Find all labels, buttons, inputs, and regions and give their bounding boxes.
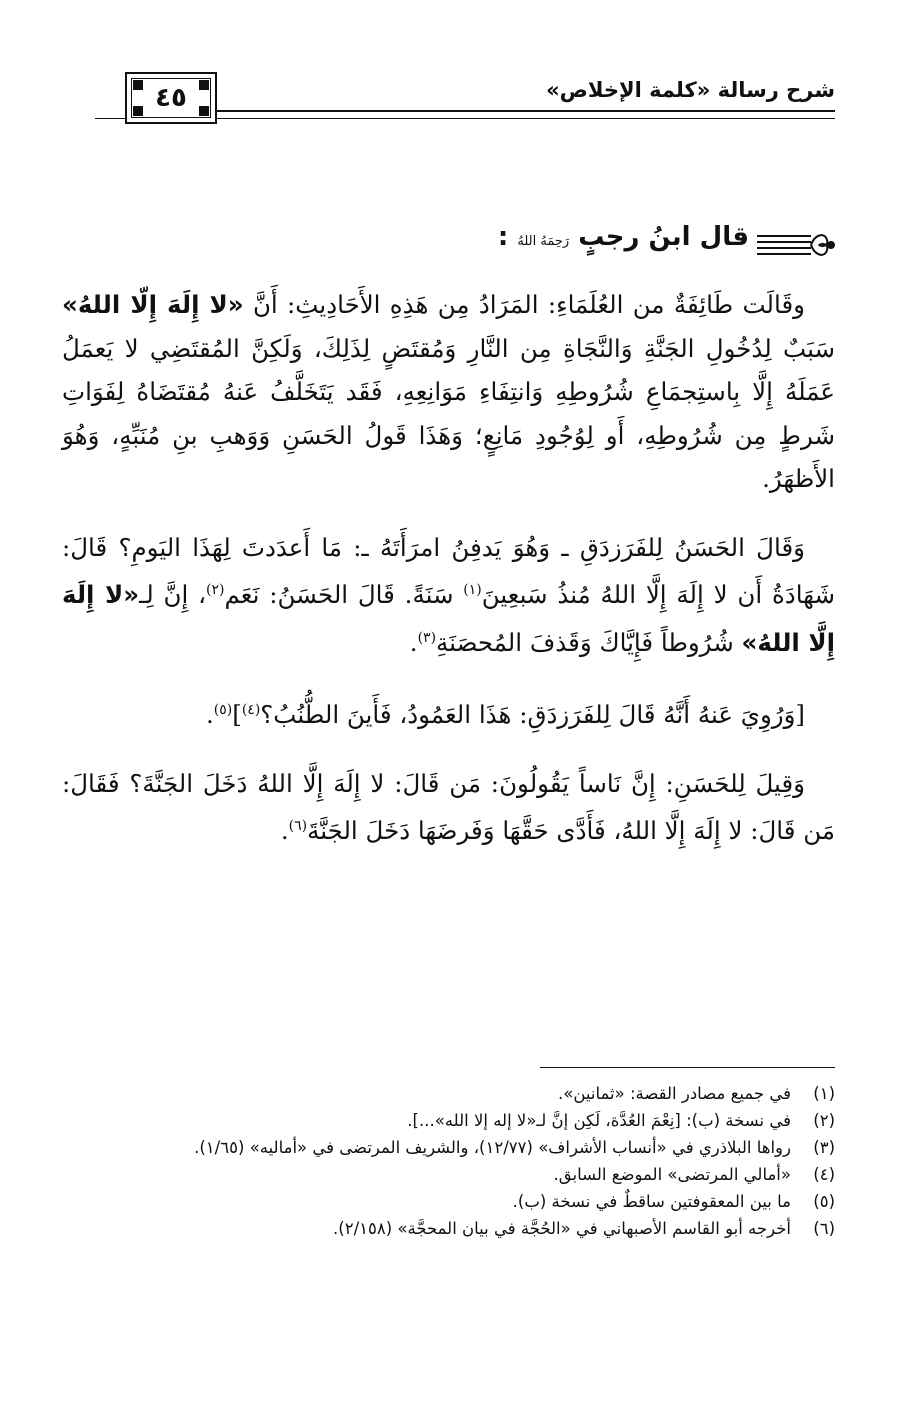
footnote-item — [62, 1134, 835, 1161]
paragraph-1 — [62, 283, 835, 501]
footnote-ref[interactable]: (٢) — [206, 582, 225, 598]
text-run: ] — [232, 700, 242, 730]
footnote-item — [62, 1188, 835, 1215]
paragraph-3 — [62, 689, 835, 737]
section-title-text: قال ابنُ رجبٍ — [578, 222, 749, 252]
header-rule — [217, 110, 835, 112]
footnote-number: (١) — [813, 1084, 835, 1103]
text-run: [وَرُوِيَ عَنهُ أَنَّهُ قَالَ لِلفَرَزدَقِ: هَذَا العَمُودُ، فَأَينَ الطُّنُبُ؟ — [260, 700, 805, 730]
paragraph-2 — [62, 526, 835, 665]
text-run: وقَالَت طَائِفَةٌ من العُلَمَاءِ: المَرَادُ مِن هَذِهِ الأَحَادِيثِ: أَنَّ — [243, 290, 805, 319]
footnote-ref[interactable]: (٤) — [241, 702, 261, 719]
footnote-number: (٥) — [813, 1192, 835, 1211]
footnote-ref[interactable]: (١) — [463, 582, 482, 598]
text-run: . — [206, 700, 214, 730]
footnote-number: (٦) — [813, 1219, 835, 1238]
heading-ornament-icon — [755, 226, 835, 266]
footnote-ref[interactable]: (٥) — [213, 702, 233, 719]
ornament-corner — [133, 80, 143, 90]
footnote-item — [62, 1107, 835, 1134]
bold-phrase: «لا إِلَهَ إِلَّا اللهُ» — [62, 580, 835, 657]
footnote-number: (٤) — [813, 1165, 835, 1184]
footnote-ref[interactable]: (٣) — [417, 629, 437, 646]
honorific: رَحِمَهُ اللهُ — [517, 234, 570, 249]
footnote-item — [62, 1080, 835, 1107]
main-text — [62, 283, 835, 878]
page-number-frame — [125, 72, 217, 124]
footnote-text: في نسخة (ب): [نِعْمَ العُدَّة، لَكِن إنَّ لـ«لا إله إلا الله»...]. — [407, 1111, 791, 1130]
text-run: شُرُوطاً فَإِيَّاكَ وَقَذفَ المُحصَنَةِ — [436, 627, 742, 657]
ornament-corner — [199, 80, 209, 90]
running-title: شرح رسالة «كلمة الإخلاص» — [546, 78, 835, 102]
text-run: . — [280, 816, 289, 846]
footnote-item — [62, 1161, 835, 1188]
footnote-text: «أمالي المرتضى» الموضع السابق. — [553, 1165, 791, 1184]
footnote-separator — [540, 1067, 835, 1068]
footnote-text: رواها البلاذري في «أنساب الأشراف» (١٢/٧٧)، والشريف المرتضى في «أماليه» (١/٦٥). — [194, 1138, 791, 1157]
paragraph-4 — [62, 762, 835, 853]
text-run: ، إِنَّ لِـ — [139, 580, 207, 610]
text-run: وَقَالَ الحَسَنُ لِلفَرَزدَقِ ـ وَهُوَ يَدفِنُ امرَأَتَهُ ـ: مَا أَعدَدتَ لِهَذَا اليَومِ؟ قَالَ: شَهَادَةُ أَن لا إِلَهَ إِلَّا اللهُ مُنذُ سَبعِينَ — [62, 532, 836, 610]
footnote-text: في جميع مصادر القصة: «ثمانين». — [557, 1084, 791, 1103]
footnote-number: (٢) — [813, 1111, 835, 1130]
section-heading — [370, 222, 835, 272]
text-run: وَقِيلَ لِلحَسَنِ: إِنَّ نَاساً يَقُولُونَ: مَن قَالَ: لا إِلَهَ إِلَّا اللهُ دَخَلَ الجَنَّةَ؟ فَقَالَ: مَن قَالَ: لا إِلَهَ إِلَّا اللهُ، فَأَدَّى حَقَّهَا وَفَرضَهَا دَخَلَ الجَنَّةَ — [62, 768, 835, 846]
footnote-text: ما بين المعقوفتين ساقطٌ في نسخة (ب). — [512, 1192, 791, 1211]
ornament-corner — [133, 106, 143, 116]
footnotes — [62, 1080, 835, 1242]
footnote-number: (٣) — [813, 1138, 835, 1157]
section-title — [498, 222, 749, 252]
section-title-colon: : — [497, 222, 509, 252]
page-number: ٤٥ — [155, 83, 187, 113]
ornament-corner — [199, 106, 209, 116]
text-run: سَنَةً. قَالَ الحَسَنُ: نَعَم — [224, 580, 464, 610]
text-run: . — [409, 627, 418, 657]
bold-phrase: «لا إِلَهَ إِلّا اللهُ» — [62, 290, 244, 319]
footnote-item — [62, 1215, 835, 1242]
footnote-text: أخرجه أبو القاسم الأصبهاني في «الحُجَّة في بيان المحجَّة» (٢/١٥٨). — [333, 1219, 791, 1238]
page-header — [95, 72, 835, 132]
text-run: سَبَبٌ لِدُخُولِ الجَنَّةِ وَالنَّجَاةِ مِن النَّارِ وَمُقتَضٍ لِذَلِكَ، وَلَكِنَّ المُقتَضِي لا يَعمَلُ عَمَلَهُ إِلَّا بِاستِجمَاعِ شُرُوطِهِ وَانتِفَاءِ مَوَانِعِهِ، فَقَد يَتَخَلَّفُ عَنهُ مُقتَضَاهُ لِفَوَاتِ شَرطٍ مِن شُرُوطِهِ، أَو لِوُجُودِ مَانِعٍ؛ وَهَذَا قَولُ الحَسَنِ وَوَهبِ بنِ مُنَبِّهٍ، وَهُوَ الأَظهَرُ. — [62, 333, 835, 493]
footnote-ref[interactable]: (٦) — [288, 818, 308, 835]
